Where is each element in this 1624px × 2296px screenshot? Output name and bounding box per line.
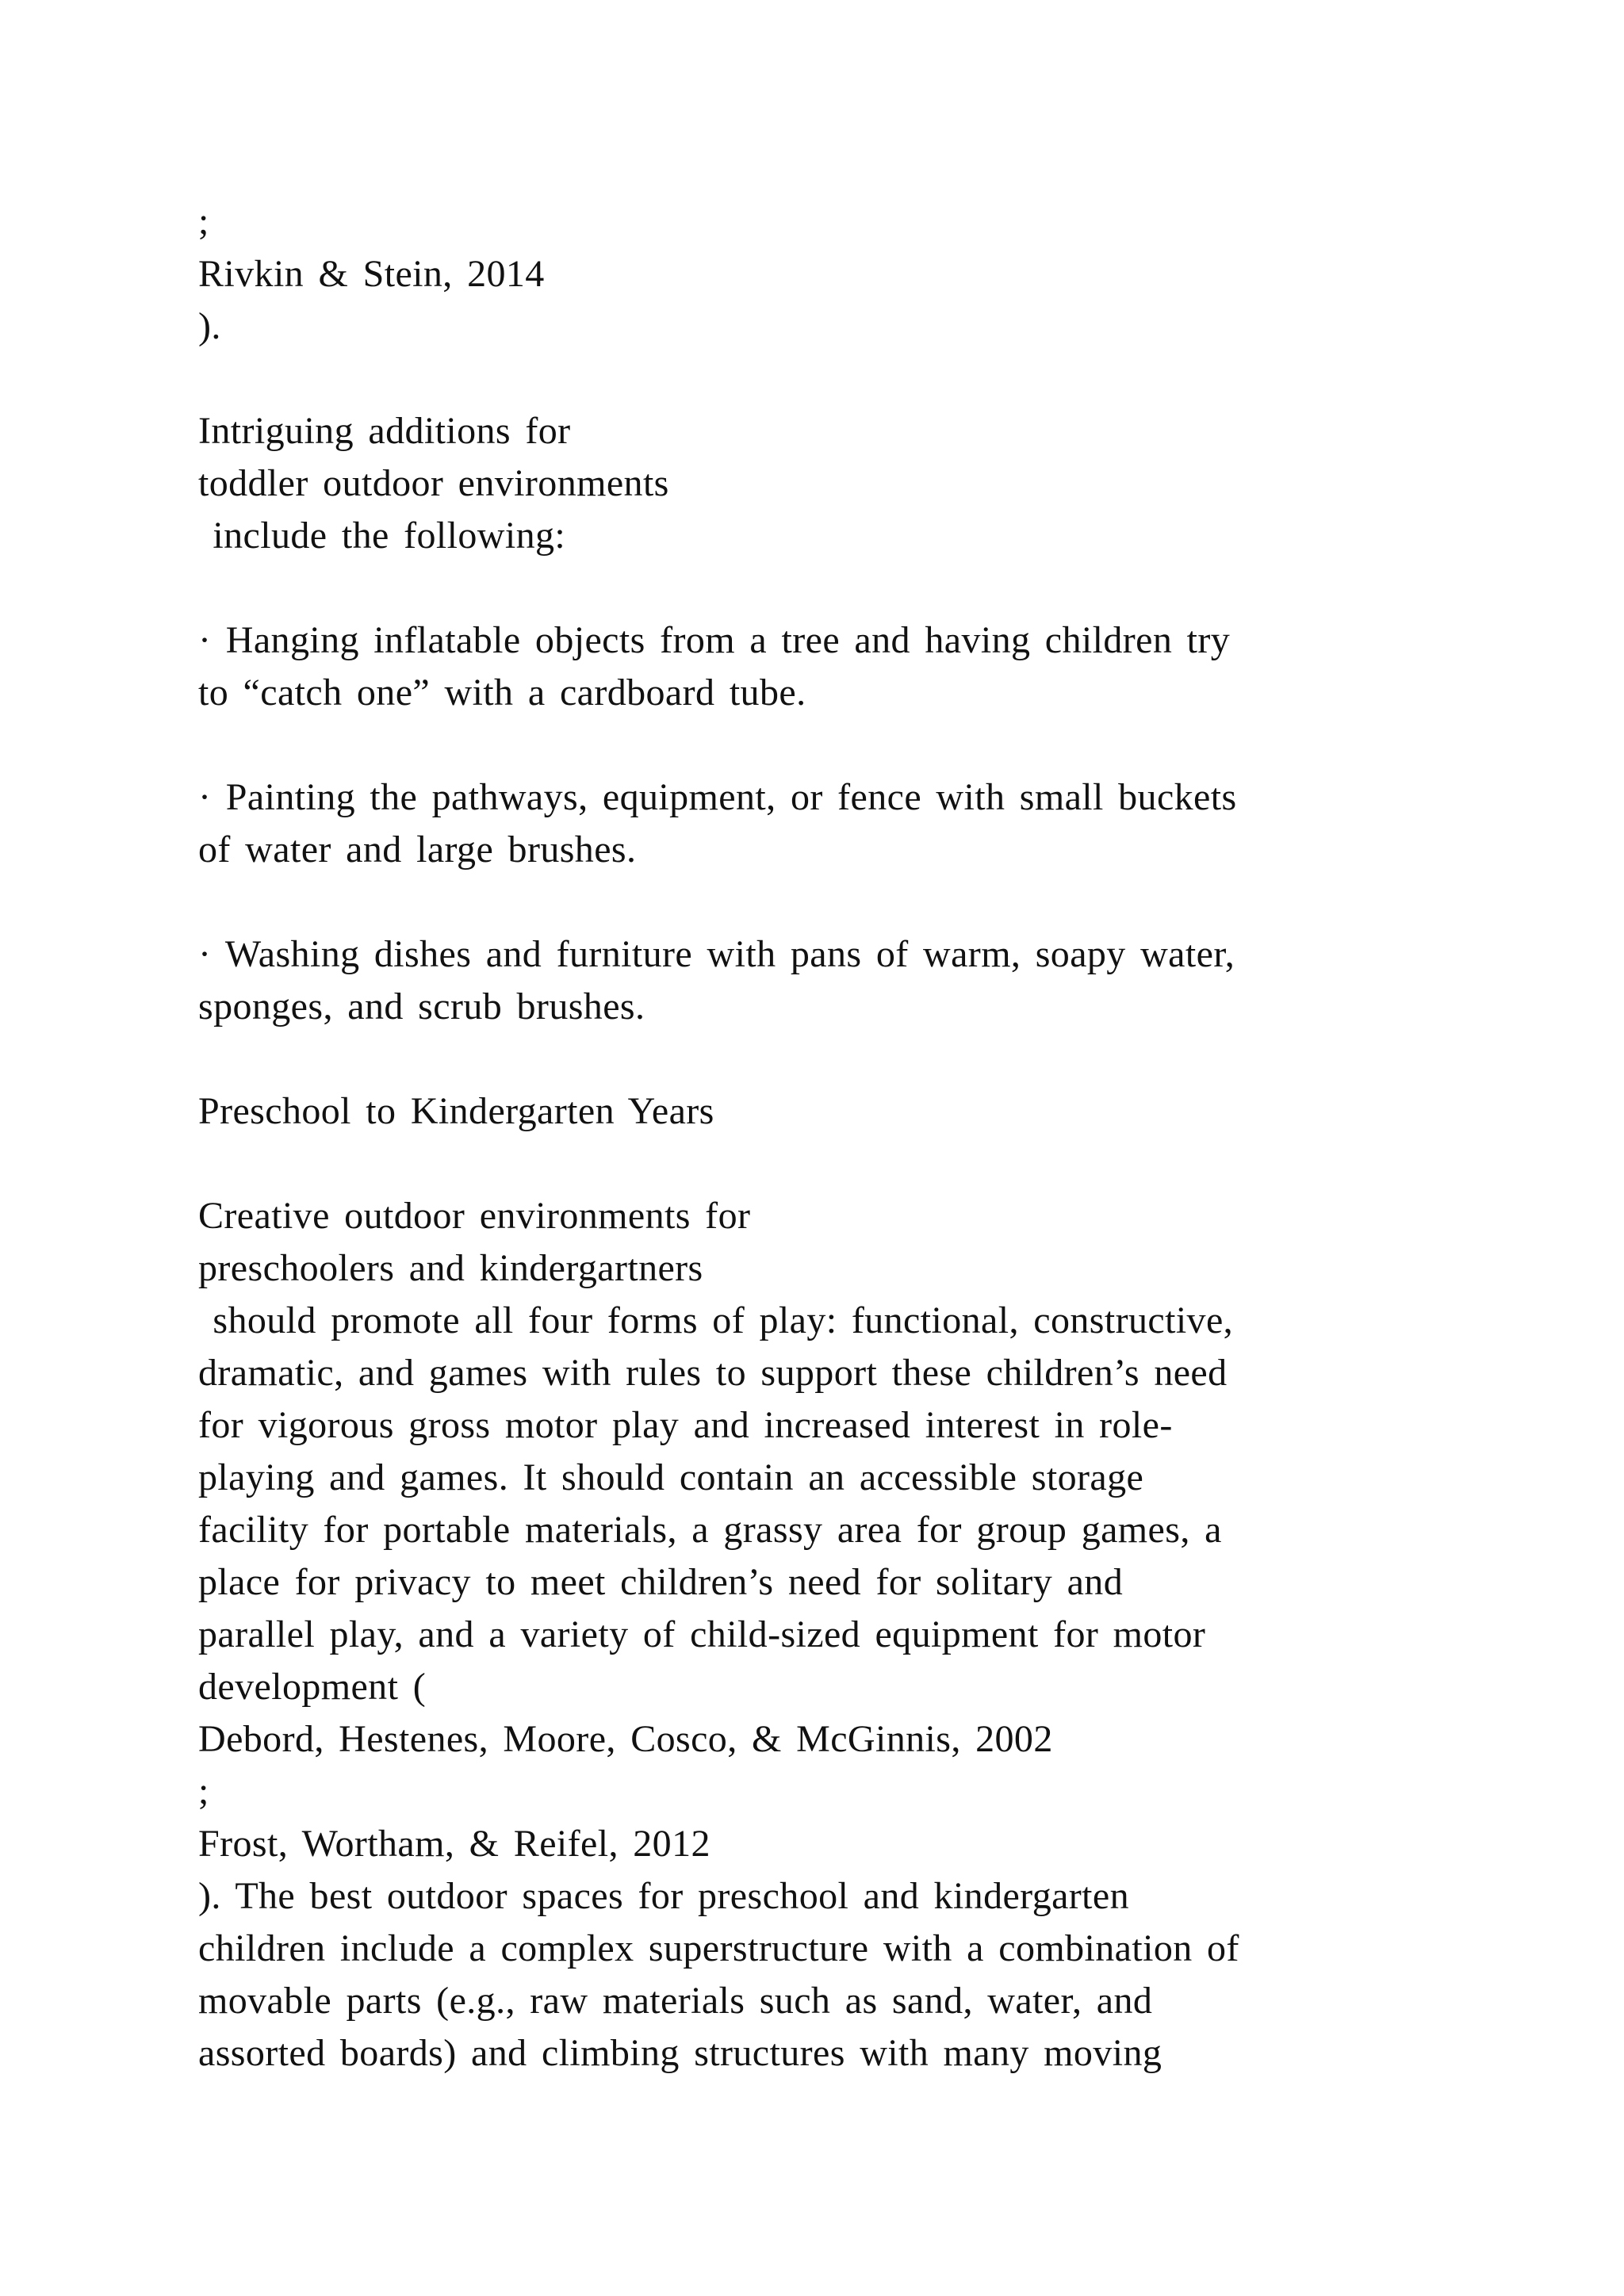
text-line: for vigorous gross motor play and increased interest in role- bbox=[198, 1404, 1173, 1446]
text-line: ; bbox=[198, 201, 209, 243]
text-line: parallel play, and a variety of child-sized equipment for motor bbox=[198, 1613, 1206, 1655]
text-line: to “catch one” with a cardboard tube. bbox=[198, 672, 806, 714]
blank-line bbox=[198, 1138, 1546, 1190]
bullet-line: · Hanging inflatable objects from a tree and having children try bbox=[198, 619, 1231, 661]
text-line: preschoolers and kindergartners bbox=[198, 1247, 703, 1289]
text-line: children include a complex superstructure with a combination of bbox=[198, 1927, 1239, 1969]
text-line: place for privacy to meet children’s need for solitary and bbox=[198, 1561, 1124, 1603]
blank-line bbox=[198, 719, 1546, 771]
text-line: should promote all four forms of play: functional, constructive, bbox=[198, 1299, 1234, 1341]
text-line: assorted boards) and climbing structures with many moving bbox=[198, 2032, 1162, 2074]
section-heading: Preschool to Kindergarten Years bbox=[198, 1090, 714, 1132]
blank-line bbox=[198, 562, 1546, 614]
blank-line bbox=[198, 1033, 1546, 1085]
blank-line bbox=[198, 876, 1546, 928]
text-line: development ( bbox=[198, 1666, 427, 1708]
text-line: ). The best outdoor spaces for preschool and kindergarten bbox=[198, 1875, 1130, 1917]
bullet-line: · Painting the pathways, equipment, or fence with small buckets bbox=[198, 776, 1237, 818]
bullet-line: · Washing dishes and furniture with pans of warm, soapy water, bbox=[198, 933, 1235, 975]
text-line: movable parts (e.g., raw materials such as sand, water, and bbox=[198, 1980, 1153, 2022]
text-line: facility for portable materials, a grassy area for group games, a bbox=[198, 1509, 1222, 1551]
text-line: Creative outdoor environments for bbox=[198, 1195, 751, 1237]
citation-line: Debord, Hestenes, Moore, Cosco, & McGinnis, 2002 bbox=[198, 1718, 1053, 1760]
text-line: Intriguing additions for bbox=[198, 410, 571, 452]
blank-line bbox=[198, 353, 1546, 405]
document-body bbox=[198, 196, 1546, 2080]
citation-line: Frost, Wortham, & Reifel, 2012 bbox=[198, 1823, 710, 1865]
text-line: toddler outdoor environments bbox=[198, 462, 669, 504]
text-line: ). bbox=[198, 305, 221, 347]
text-line: ; bbox=[198, 1770, 209, 1812]
text-line: sponges, and scrub brushes. bbox=[198, 985, 645, 1027]
text-line: playing and games. It should contain an accessible storage bbox=[198, 1456, 1144, 1498]
text-line: dramatic, and games with rules to support these children’s need bbox=[198, 1352, 1228, 1394]
text-line: of water and large brushes. bbox=[198, 828, 637, 871]
citation-line: Rivkin & Stein, 2014 bbox=[198, 253, 545, 295]
text-line: include the following: bbox=[198, 515, 566, 557]
